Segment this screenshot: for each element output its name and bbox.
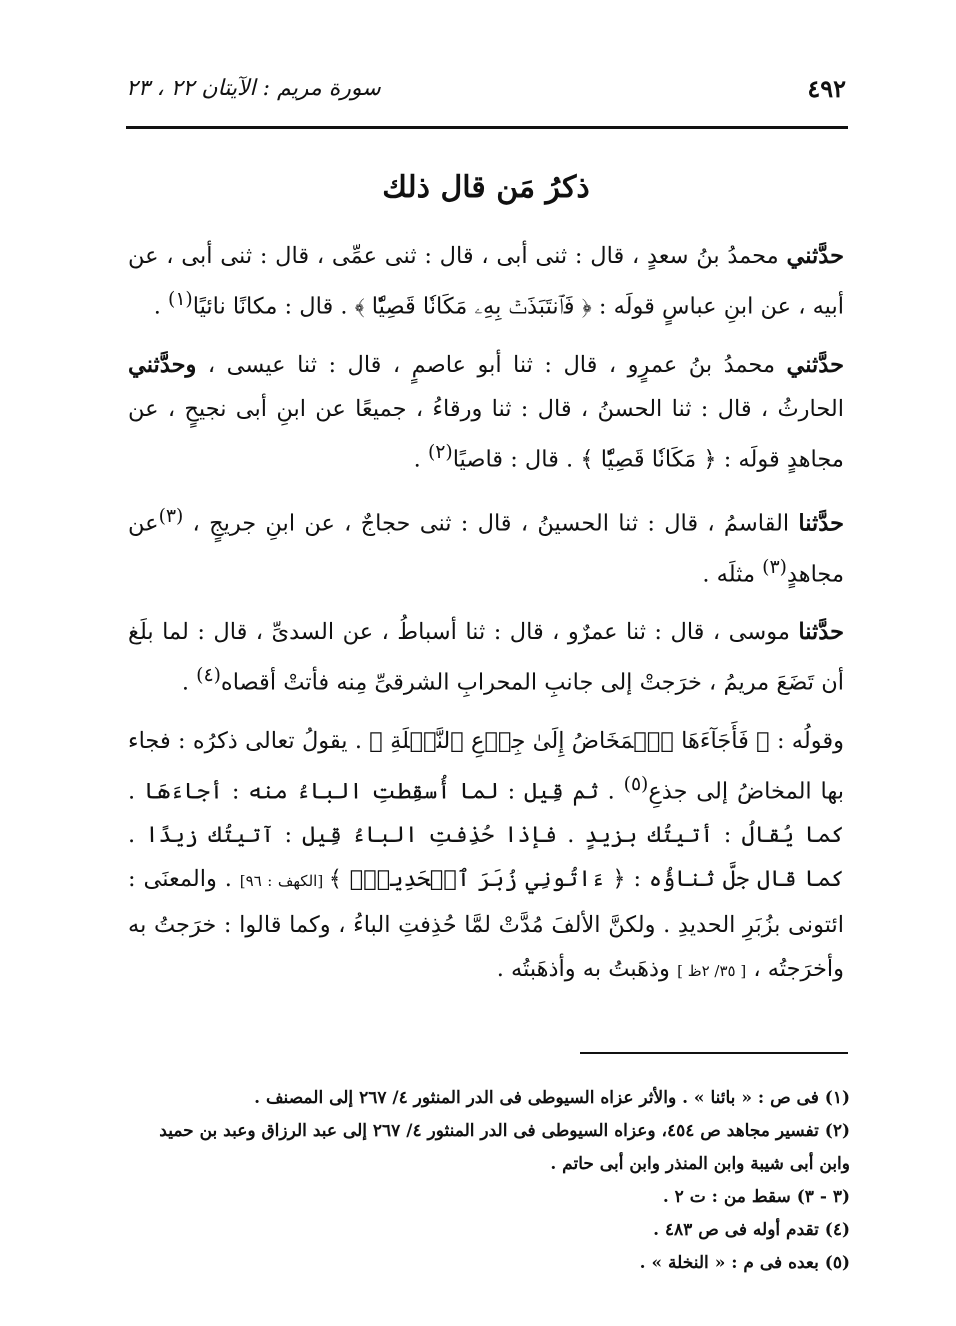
paragraph-end: وذهَبتُ به وأذهَبتُه . [496, 956, 678, 982]
paragraph-text: موسى ، قال : ثنا عمرٌو ، قال : ثنا أسباطُ ، عن السدىِّ ، قال : لما بلَغ أن تَضَعَ مريمُ ، خرَجتْ إلى جانبِ المحرابِ الشرقىِّ مِنه فأتتْ أقصاه [128, 619, 844, 696]
paragraph-1 [128, 234, 844, 329]
page-number: ٤٩٢ [807, 73, 846, 103]
paragraph-text-4: . والمعنَى : ائتونى بزُبَرِ الحديدِ . ولكنَّ الألفَ مُدَّتْ لمَّا حُذِفتِ الباءُ ، وكما قالوا : خرَجتُ به وأخرَجتُه ، [128, 866, 844, 982]
paragraph-tail: عن مجاهدٍ [128, 510, 844, 587]
footnote-1: (١) فى ص : « بائنا » . والأثر عزاه السيوطى فى الدر المنثور ٤/ ٢٦٧ إلى المصنف . [254, 1088, 850, 1108]
paragraph-text: محمدُ بنُ عمرٍو ، قال : ثنا أبو عاصمٍ ، قال : ثنا عيسى ، [196, 351, 787, 378]
isnad-lead: حدَّثني [786, 243, 844, 269]
paragraph-tail: . قال : قاصيًا [452, 446, 581, 472]
paragraph-end: . [181, 669, 197, 696]
paragraph-end: مثلَه . [702, 561, 763, 587]
footnote-4: (٤) تقدم أوله فى ص ٤٨٣ . [653, 1220, 850, 1240]
footnote-marker[interactable]: (٥) [623, 773, 649, 795]
footnote-marker[interactable]: (١) [168, 289, 193, 310]
quran-quote: ﴿ فَٱنتَبَذَتۡ بِهِۦ مَكَانٗا قَصِيّٗا ﴾ [354, 293, 592, 320]
paragraph-text-3: . ثم قِيل : لما أُسقِطتِ الباءُ منه : أجاءَهَا . كما يُقالُ : أتيتُك بزيدٍ . فإذا حُذِفتِ الباءُ قِيل : آتيتُك زيدًا . كما قال جلَّ ثناؤُه : [128, 778, 844, 892]
isnad-lead: حدَّثنا [798, 619, 844, 645]
main-text [128, 234, 844, 1007]
footnote-rule [580, 1052, 848, 1054]
footnote-3: (٣ - ٣) سقط من : ت ٢ . [662, 1187, 850, 1207]
footnote-marker[interactable]: (٤) [196, 665, 221, 686]
footnote-marker[interactable]: (٣) [158, 506, 184, 527]
paragraph-text-2: . يقولُ تعالى ذكرُه : فجاء بها المخاضُ إلى جذعِ [128, 727, 844, 804]
paragraph-5 [128, 719, 844, 994]
page-header [126, 68, 846, 108]
quran-quote-2: ﴿ ءَاتُونِي زُبَرَ ٱلۡحَدِيدِۖ ﴾ [328, 866, 626, 892]
paragraph-3 [128, 495, 844, 596]
paragraph-tail: . قال : مكانًا نائيًا [192, 293, 355, 320]
footnote-marker-2[interactable]: (٣) [762, 556, 787, 578]
paragraph-text: القاسمُ ، قال : ثنا الحسينُ ، قال : ثنى حجاجٌ ، عن ابنِ جريجٍ ، [183, 510, 799, 537]
section-title: ذكرُ مَن قال ذلك [382, 170, 590, 205]
paragraph-2 [128, 343, 844, 482]
surah-reference: [الكهف : ٩٦] [239, 872, 329, 890]
footnote-5: (٥) بعده فى م : « النخلة » . [639, 1253, 850, 1273]
quran-quote: ﴿ فَأَجَآءَهَا ٱلۡمَخَاضُ إِلَىٰ جِذۡعِ ٱلنَّخۡلَةِ ﴾ [369, 727, 770, 754]
isnad-lead: حدَّثني [786, 351, 844, 378]
footnotes [128, 1082, 850, 1280]
running-title: سورة مريم : الآيتان ٢٢ ، ٢٣ [126, 75, 381, 101]
paragraph-end: . [413, 446, 428, 472]
manuscript-reference: [ ٣٥/ ٢ظ ] [677, 962, 747, 980]
paragraph-end: . [153, 293, 169, 320]
isnad-lead: حدَّثنا [798, 510, 844, 537]
footnote-2: (٢) تفسير مجاهد ص ٤٥٤، وعزاه السيوطى فى الدر المنثور ٤/ ٢٦٧ إلى عبد الرزاق وعبد بن حميد وابن أبى شيبة وابن المنذر وابن أبى حاتم . [159, 1121, 850, 1174]
paragraph-text: محمدُ بنُ سعدٍ ، قال : ثنى أبى ، قال : ثنى عمِّى ، قال : ثنى أبى ، عن أبيه ، عن ابنِ عباسٍ قولَه : [128, 243, 844, 320]
quran-quote: ﴿ مَكَانٗا قَصِيّٗا ﴾ [580, 446, 717, 472]
header-rule [126, 126, 848, 129]
paragraph-text: وقولُه : [769, 727, 844, 754]
isnad-lead-2: وحدَّثني [128, 351, 197, 378]
paragraph-4 [128, 610, 844, 705]
paragraph-text-2: الحارثُ ، قال : ثنا الحسنُ ، قال : ثنا ورقاءُ ، جميعًا عن ابنِ أبى نجيحٍ ، عن مجاهدٍ قولَه : [128, 395, 844, 472]
footnote-marker[interactable]: (٢) [427, 441, 453, 463]
